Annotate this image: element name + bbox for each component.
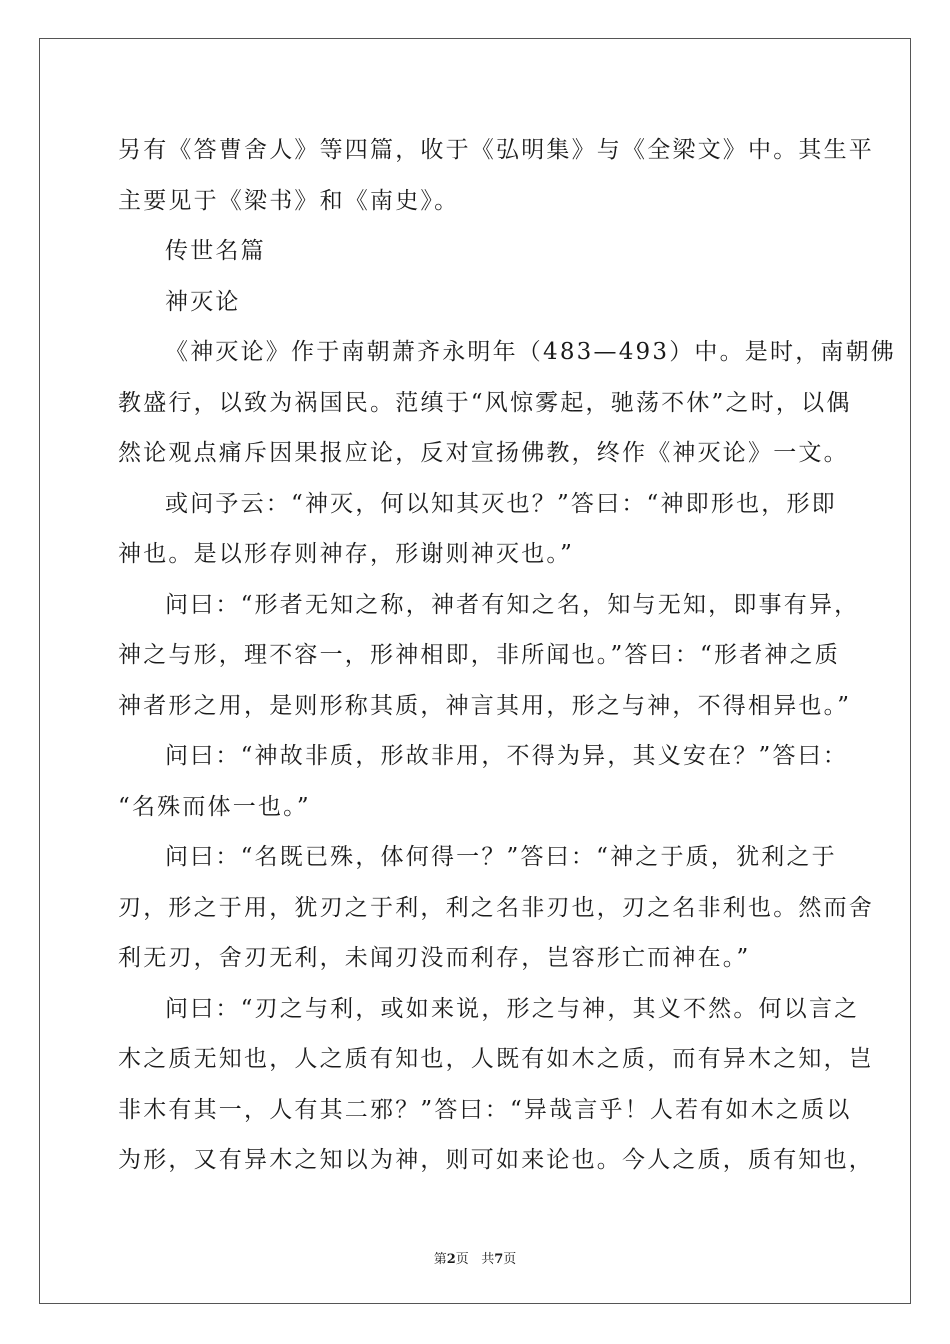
text-line: 然论观点痛斥因果报应论，反对宣扬佛教，终作《神灭论》一文。 <box>118 440 849 466</box>
text-line: 神之与形，理不容一，形神相即，非所闻也。”答曰：“形者神之质 <box>118 642 841 668</box>
text-line: 刃，形之于用，犹刃之于利，利之名非刃也，刃之名非利也。然而舍 <box>118 895 874 921</box>
text-line: 问曰：“形者无知之称，神者有知之名，知与无知，即事有异， <box>165 592 860 618</box>
current-page-number: 2 <box>446 1252 456 1267</box>
section-heading: 传世名篇 <box>165 238 266 264</box>
total-pages-suffix: 页 <box>503 1252 517 1267</box>
total-pages-prefix: 共 <box>481 1252 495 1267</box>
text-line: 问曰：“神故非质，形故非用，不得为异，其义安在？”答曰： <box>165 743 849 769</box>
text-line: 利无刃，舍刃无利，未闻刃没而利存，岂容形亡而神在。” <box>118 945 751 971</box>
page-number-prefix: 第 <box>433 1252 447 1267</box>
total-page-count: 7 <box>494 1252 504 1267</box>
text-line: “名殊而体一也。” <box>118 794 311 820</box>
page-number-suffix: 页 <box>455 1252 469 1267</box>
text-line: 另有《答曹舍人》等四篇，收于《弘明集》与《全梁文》中。其生平 <box>118 137 874 163</box>
page-footer <box>0 1248 950 1267</box>
text-line: 非木有其一，人有其二邪？”答曰：“异哉言乎！人若有如木之质以 <box>118 1097 852 1123</box>
text-line: 为形，又有异木之知以为神，则可如来论也。今人之质，质有知也， <box>118 1147 874 1173</box>
text-line: 教盛行，以致为祸国民。范缜于“风惊雾起，驰荡不休”之时，以偶 <box>118 390 852 416</box>
text-line: 问曰：“刃之与利，或如来说，形之与神，其义不然。何以言之 <box>165 996 860 1022</box>
text-line: 神也。是以形存则神存，形谢则神灭也。” <box>118 541 575 567</box>
text-line: 主要见于《梁书》和《南史》。 <box>118 188 460 214</box>
article-title: 神灭论 <box>165 289 241 315</box>
text-line: 或问予云：“神灭，何以知其灭也？”答曰：“神即形也，形即 <box>165 491 837 517</box>
text-line: 木之质无知也，人之质有知也，人既有如木之质，而有异木之知，岂 <box>118 1046 874 1072</box>
text-line: 问曰：“名既已殊，体何得一？”答曰：“神之于质，犹利之于 <box>165 844 837 870</box>
text-line: 《神灭论》作于南朝萧齐永明年（483—493）中。是时，南朝佛 <box>165 339 896 365</box>
text-line: 神者形之用，是则形称其质，神言其用，形之与神，不得相异也。” <box>118 693 852 719</box>
